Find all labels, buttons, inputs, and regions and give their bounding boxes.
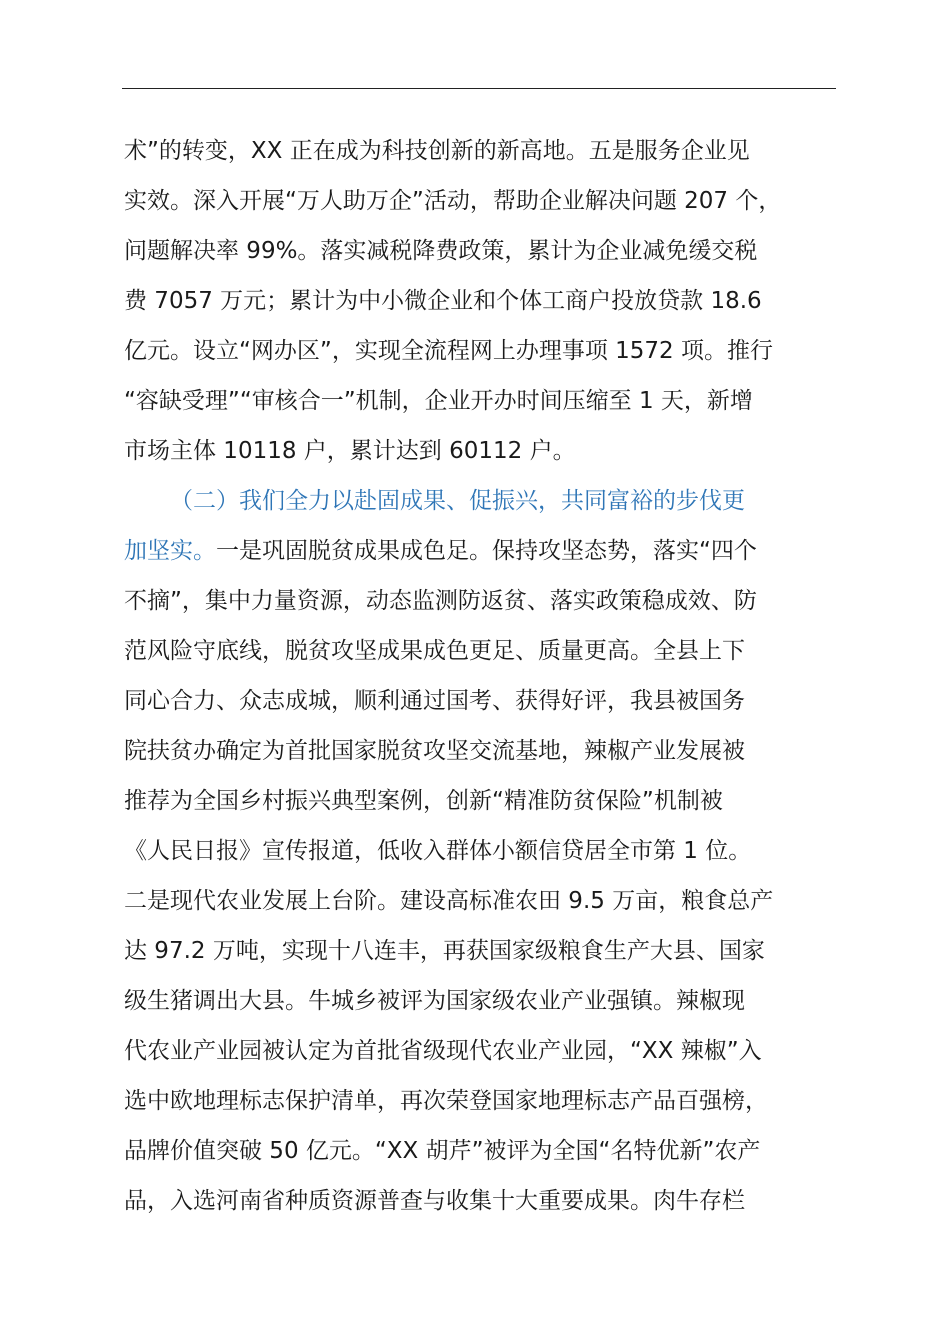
text-line [124,626,860,676]
text-line [124,976,860,1026]
text-line [124,826,860,876]
line-text: 一是巩固脱贫成果成色足。保持攻坚态势，落实“四个 [216,538,757,564]
line-text: 市场主体 10118 户，累计达到 60112 户。 [124,438,576,464]
line-text: 院扶贫办确定为首批国家脱贫攻坚交流基地，辣椒产业发展被 [124,738,745,764]
text-line [124,1176,860,1226]
text-line [124,776,860,826]
line-text: 级生猪调出大县。牛城乡被评为国家级农业产业强镇。辣椒现 [124,988,745,1014]
line-text: 费 7057 万元；累计为中小微企业和个体工商户投放贷款 18.6 [124,288,762,314]
line-text: “容缺受理”“审核合一”机制，企业开办时间压缩至 1 天，新增 [124,388,753,414]
line-text: 同心合力、众志成城，顺利通过国考、获得好评，我县被国务 [124,688,745,714]
text-line [124,176,860,226]
line-text: 范风险守底线，脱贫攻坚成果成色更足、质量更高。全县上下 [124,638,745,664]
text-line [124,226,860,276]
text-line [124,376,860,426]
text-line [124,676,860,726]
line-text: 选中欧地理标志保护清单，再次荣登国家地理标志产品百强榜， [124,1088,768,1114]
text-line [124,926,860,976]
line-text: 代农业产业园被认定为首批省级现代农业产业园，“XX 辣椒”入 [124,1038,762,1064]
line-text: 不摘”，集中力量资源，动态监测防返贫、落实政策稳成效、防 [124,588,757,614]
body-text [124,126,860,1226]
text-line [124,276,860,326]
text-line [124,1076,860,1126]
text-line [124,326,860,376]
line-text: 推荐为全国乡村振兴典型案例，创新“精准防贫保险”机制被 [124,788,723,814]
text-line [124,526,860,576]
line-text: 《人民日报》宣传报道，低收入群体小额信贷居全市第 1 位。 [124,838,752,864]
section-heading: （二）我们全力以赴固成果、促振兴，共同富裕的步伐更 [170,488,745,514]
section-heading-end: 加坚实。 [124,538,216,564]
line-text: 术”的转变，XX 正在成为科技创新的新高地。五是服务企业见 [124,138,750,164]
text-line [124,726,860,776]
line-text: 二是现代农业发展上台阶。建设高标准农田 9.5 万亩，粮食总产 [124,888,774,914]
line-text: 达 97.2 万吨，实现十八连丰，再获国家级粮食生产大县、国家 [124,938,765,964]
line-text: 亿元。设立“网办区”，实现全流程网上办理事项 1572 项。推行 [124,338,773,364]
line-text: 品，入选河南省种质资源普查与收集十大重要成果。肉牛存栏 [124,1188,745,1214]
line-text: 品牌价值突破 50 亿元。“XX 胡芹”被评为全国“名特优新”农产 [124,1138,761,1164]
text-line [124,426,860,476]
header-rule [122,88,836,89]
line-text: 问题解决率 99%。落实减税降费政策，累计为企业减免缓交税 [124,238,758,264]
text-line [124,576,860,626]
line-text: 实效。深入开展“万人助万企”活动，帮助企业解决问题 207 个， [124,188,782,214]
text-line [124,1126,860,1176]
text-line [124,126,860,176]
text-line [124,876,860,926]
text-line [124,1026,860,1076]
section-heading-line [124,476,860,526]
